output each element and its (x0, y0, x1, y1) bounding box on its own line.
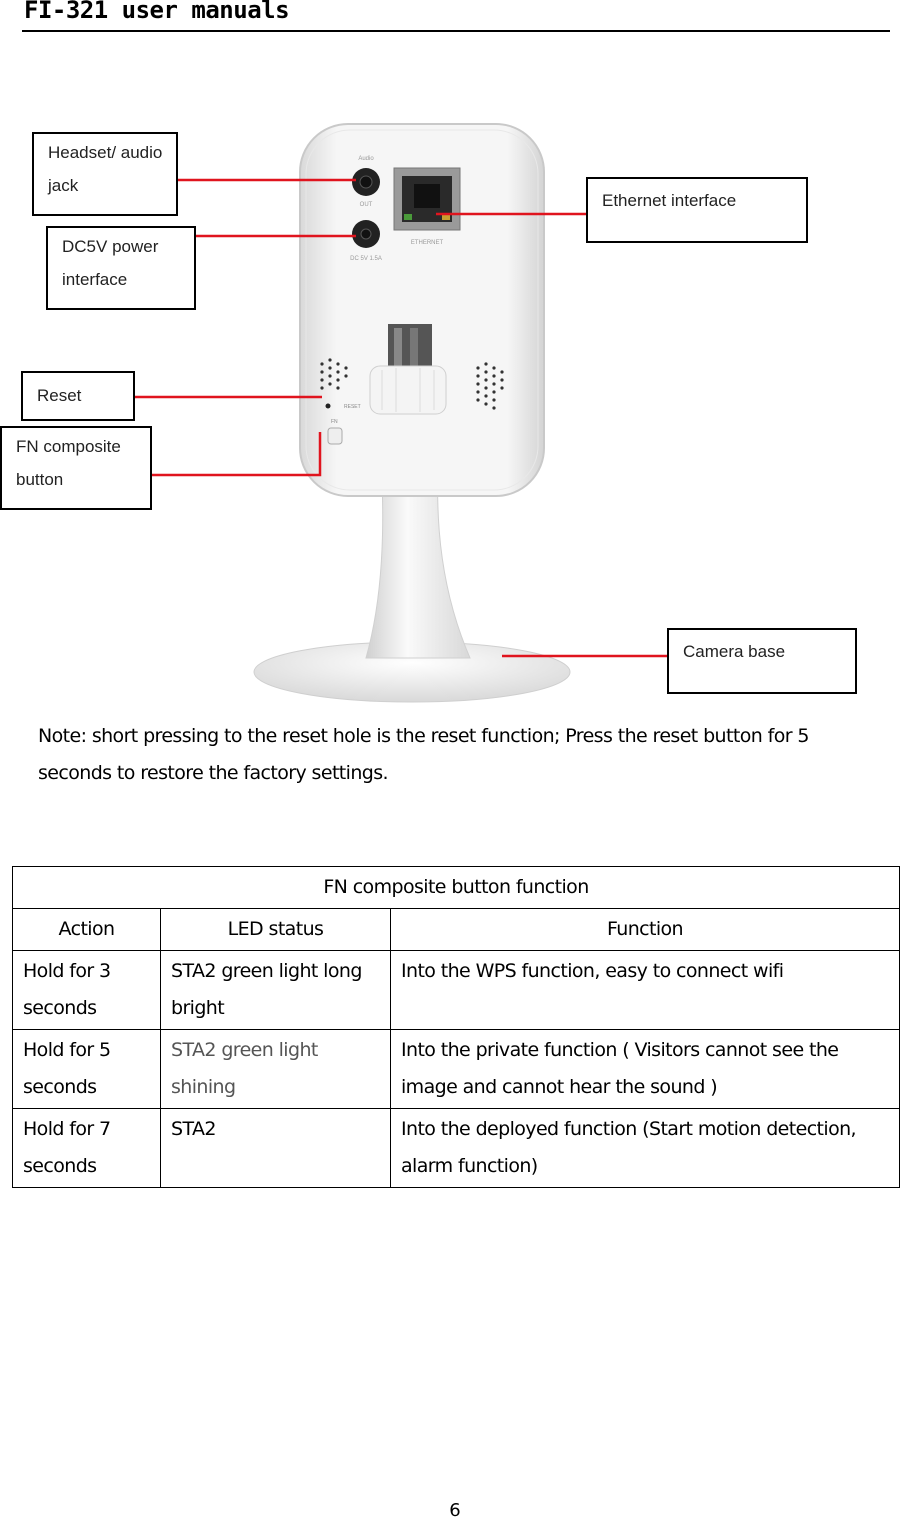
ethernet-port-label: ETHERNET (410, 240, 444, 246)
callout-base-text: Camera base (683, 642, 786, 661)
fn-button (328, 428, 342, 444)
header-action: Action (13, 909, 161, 951)
callout-ethernet (586, 177, 808, 243)
header-function: Function (391, 909, 900, 951)
table-row (13, 1030, 900, 1109)
cell-led-status: STA2 green light long bright (161, 951, 391, 1030)
callout-fn-text: FN composite button (16, 437, 121, 489)
document-title: FI-321 user manuals (24, 0, 290, 24)
reset-hole (326, 404, 331, 409)
cell-function: Into the deployed function (Start motion detection, alarm function) (391, 1109, 900, 1188)
page-header (22, 0, 890, 32)
fn-function-table (12, 866, 900, 1188)
callout-headset-text: Headset/ audio jack (48, 143, 163, 195)
reset-hole-label: RESET (344, 404, 361, 410)
callout-power (46, 226, 196, 310)
cell-led-status: STA2 green light shining (161, 1030, 391, 1109)
mount-ring (370, 366, 446, 414)
callout-base (667, 628, 857, 694)
table-row (13, 1109, 900, 1188)
callout-reset-text: Reset (37, 386, 82, 405)
fn-button-label: FN (331, 419, 338, 425)
cell-action: Hold for 7 seconds (13, 1109, 161, 1188)
reset-note: Note: short pressing to the reset hole is the reset function; Press the reset button for 5 seconds to restore the factory settings. (38, 725, 809, 784)
callout-power-text: DC5V power interface (62, 237, 159, 289)
camera-diagram (0, 110, 900, 710)
cell-action: Hold for 3 seconds (13, 951, 161, 1030)
power-port-label: DC 5V 1.5A (350, 256, 382, 262)
cell-action: Hold for 5 seconds (13, 1030, 161, 1109)
cell-function: Into the WPS function, easy to connect wifi (391, 951, 900, 1030)
table-caption-row (13, 867, 900, 909)
callout-reset (21, 371, 135, 421)
callout-headset (32, 132, 178, 216)
header-led-status: LED status (161, 909, 391, 951)
cell-led-status: STA2 (161, 1109, 391, 1188)
table-caption: FN composite button function (13, 867, 900, 909)
leader-fn (152, 432, 320, 475)
cell-function: Into the private function ( Visitors cannot see the image and cannot hear the sound ) (391, 1030, 900, 1109)
table-row (13, 951, 900, 1030)
callout-ethernet-text: Ethernet interface (602, 191, 737, 210)
out-port-label: OUT (359, 202, 373, 208)
table-header-row (13, 909, 900, 951)
audio-port-label: Audio (358, 156, 374, 162)
page-number: 6 (449, 1500, 461, 1521)
callout-fn (0, 426, 152, 510)
